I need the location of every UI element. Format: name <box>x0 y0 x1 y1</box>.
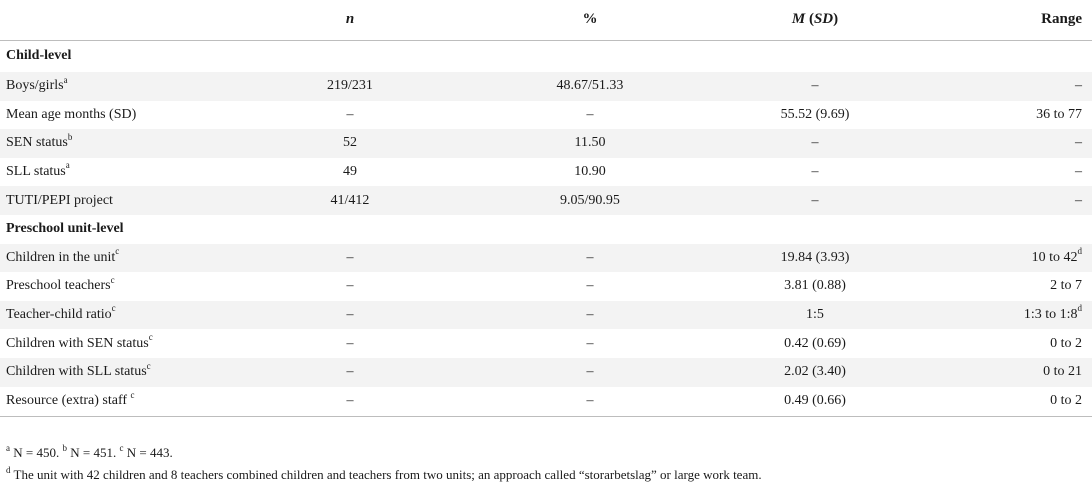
table-row <box>0 158 1092 187</box>
section-row-child-level <box>0 40 1092 72</box>
footnote-unit-note <box>6 464 762 486</box>
header-m-label: M <box>791 11 806 28</box>
cell-range <box>920 72 1092 101</box>
footnote-mark-d: d <box>6 464 11 475</box>
row-label-text: Teacher-child ratio <box>6 307 112 323</box>
header-mean-sd: M (SD) <box>710 0 920 40</box>
cell-range <box>920 186 1092 215</box>
cell-mean-sd: – <box>710 186 920 215</box>
cell-percent: 11.50 <box>470 129 710 158</box>
cell-percent: – <box>470 301 710 330</box>
row-label <box>0 129 230 158</box>
header-range <box>920 0 1092 40</box>
table-row <box>0 387 1092 417</box>
row-label-text: Children in the unit <box>6 249 116 265</box>
cell-range <box>920 101 1092 130</box>
section-title: Child-level <box>6 48 72 64</box>
cell-mean-sd: – <box>811 164 819 180</box>
footnote-c-text: N = 443. <box>123 445 173 460</box>
row-label-text: SLL status <box>6 164 66 180</box>
cell-range-text: 1:3 to 1:8 <box>1023 307 1078 323</box>
row-label-sup: b <box>67 131 73 142</box>
cell-n: – <box>346 335 354 351</box>
cell-range-text: 0 to 2 <box>1050 393 1082 409</box>
cell-range <box>920 244 1092 273</box>
row-label <box>0 244 230 273</box>
cell-range <box>920 358 1092 387</box>
cell-percent: 48.67/51.33 <box>470 72 710 101</box>
cell-range-text: 36 to 77 <box>1036 106 1082 122</box>
row-label-sup: c <box>111 303 116 314</box>
row-label-sup: a <box>65 160 70 171</box>
cell-n: 219/231 <box>230 72 470 101</box>
row-label <box>0 72 230 101</box>
table-row <box>0 72 1092 101</box>
cell-mean-sd: 0.42 (0.69) <box>784 335 846 351</box>
row-label-text: TUTI/PEPI project <box>6 192 113 208</box>
row-label-text: Resource (extra) staff <box>6 393 131 409</box>
cell-n: – <box>230 387 470 417</box>
footnote-a-text: N = 450. <box>10 445 63 460</box>
row-label-sup: c <box>130 389 135 400</box>
header-percent <box>470 0 710 40</box>
row-label-sup: c <box>110 274 115 285</box>
row-label-sup: c <box>146 360 151 371</box>
cell-range-text: 2 to 7 <box>1050 278 1082 294</box>
cell-percent: – <box>586 278 594 294</box>
cell-percent: – <box>586 106 594 122</box>
cell-range-sup: d <box>1077 246 1082 257</box>
footnote-mark-c: c <box>119 442 124 453</box>
cell-percent: – <box>470 244 710 273</box>
cell-n: 41/412 <box>230 186 470 215</box>
section-title: Preschool unit-level <box>6 221 124 237</box>
cell-n: 49 <box>343 164 357 180</box>
row-label-sup: c <box>148 331 153 342</box>
row-label <box>0 358 230 387</box>
row-label <box>0 186 230 215</box>
cell-range-text: 0 to 2 <box>1050 335 1082 351</box>
footnote-mark-a: a <box>6 442 10 453</box>
cell-n: – <box>346 106 354 122</box>
table-header <box>0 0 1092 40</box>
cell-percent: – <box>586 335 594 351</box>
cell-mean-sd: 0.49 (0.66) <box>710 387 920 417</box>
row-label-text: Children with SLL status <box>6 364 147 380</box>
row-label <box>0 301 230 330</box>
table-row <box>0 244 1092 273</box>
row-label-text: Preschool teachers <box>6 278 111 294</box>
row-label <box>0 387 230 417</box>
row-label-text: Children with SEN status <box>6 335 149 351</box>
header-range-label: Range <box>1041 11 1082 28</box>
cell-percent: 10.90 <box>574 164 606 180</box>
cell-mean-sd: – <box>710 72 920 101</box>
cell-n: 52 <box>230 129 470 158</box>
cell-n: – <box>230 358 470 387</box>
cell-range-text: – <box>1075 135 1082 151</box>
footnote-mark-b: b <box>62 442 67 453</box>
table-row <box>0 186 1092 215</box>
row-label-sup: c <box>115 246 120 257</box>
table-row <box>0 358 1092 387</box>
header-n-label: n <box>345 11 355 28</box>
cell-range-text: – <box>1075 78 1082 94</box>
cell-range <box>920 158 1092 187</box>
cell-percent: – <box>470 387 710 417</box>
cell-mean-sd: 19.84 (3.93) <box>710 244 920 273</box>
cell-mean-sd: – <box>710 129 920 158</box>
table-row <box>0 301 1092 330</box>
header-blank-cell <box>0 0 230 40</box>
table-row <box>0 129 1092 158</box>
cell-mean-sd: 2.02 (3.40) <box>710 358 920 387</box>
cell-range-text: – <box>1075 164 1082 180</box>
header-percent-label: % <box>582 11 598 28</box>
cell-n: – <box>230 244 470 273</box>
table-row <box>0 101 1092 130</box>
header-n <box>230 0 470 40</box>
cell-range-text: 10 to 42 <box>1031 249 1078 265</box>
cell-range-sup: d <box>1077 303 1082 314</box>
cell-range <box>920 129 1092 158</box>
row-label-text: Boys/girls <box>6 78 64 94</box>
table-row <box>0 329 1092 358</box>
footnote-sample-sizes <box>6 442 762 464</box>
table-row <box>0 272 1092 301</box>
row-label <box>0 101 230 130</box>
cell-percent: 9.05/90.95 <box>470 186 710 215</box>
cell-n: – <box>346 278 354 294</box>
row-label-text: SEN status <box>6 135 68 151</box>
table-body <box>0 40 1092 417</box>
row-label-sup: a <box>63 74 68 85</box>
section-row-preschool-unit-level <box>0 215 1092 244</box>
cell-range <box>920 301 1092 330</box>
footnote-b-text: N = 451. <box>66 445 120 460</box>
header-sd-label: SD <box>813 11 834 28</box>
cell-mean-sd: 3.81 (0.88) <box>784 278 846 294</box>
table-footnotes <box>6 442 762 486</box>
row-label <box>0 272 230 301</box>
cell-range-text: – <box>1075 192 1082 208</box>
cell-n: – <box>230 301 470 330</box>
cell-range <box>920 329 1092 358</box>
row-label-text: Mean age months (SD) <box>6 106 137 122</box>
footnote-d-text: The unit with 42 children and 8 teachers combined children and teachers from two units; an approach called “storarbetslag” or large work team. <box>10 467 762 482</box>
row-label <box>0 329 230 358</box>
cell-range-text: 0 to 21 <box>1043 364 1082 380</box>
cell-range <box>920 272 1092 301</box>
row-label <box>0 158 230 187</box>
cell-mean-sd: 1:5 <box>710 301 920 330</box>
cell-percent: – <box>470 358 710 387</box>
cell-mean-sd: 55.52 (9.69) <box>780 106 850 122</box>
cell-range <box>920 387 1092 417</box>
